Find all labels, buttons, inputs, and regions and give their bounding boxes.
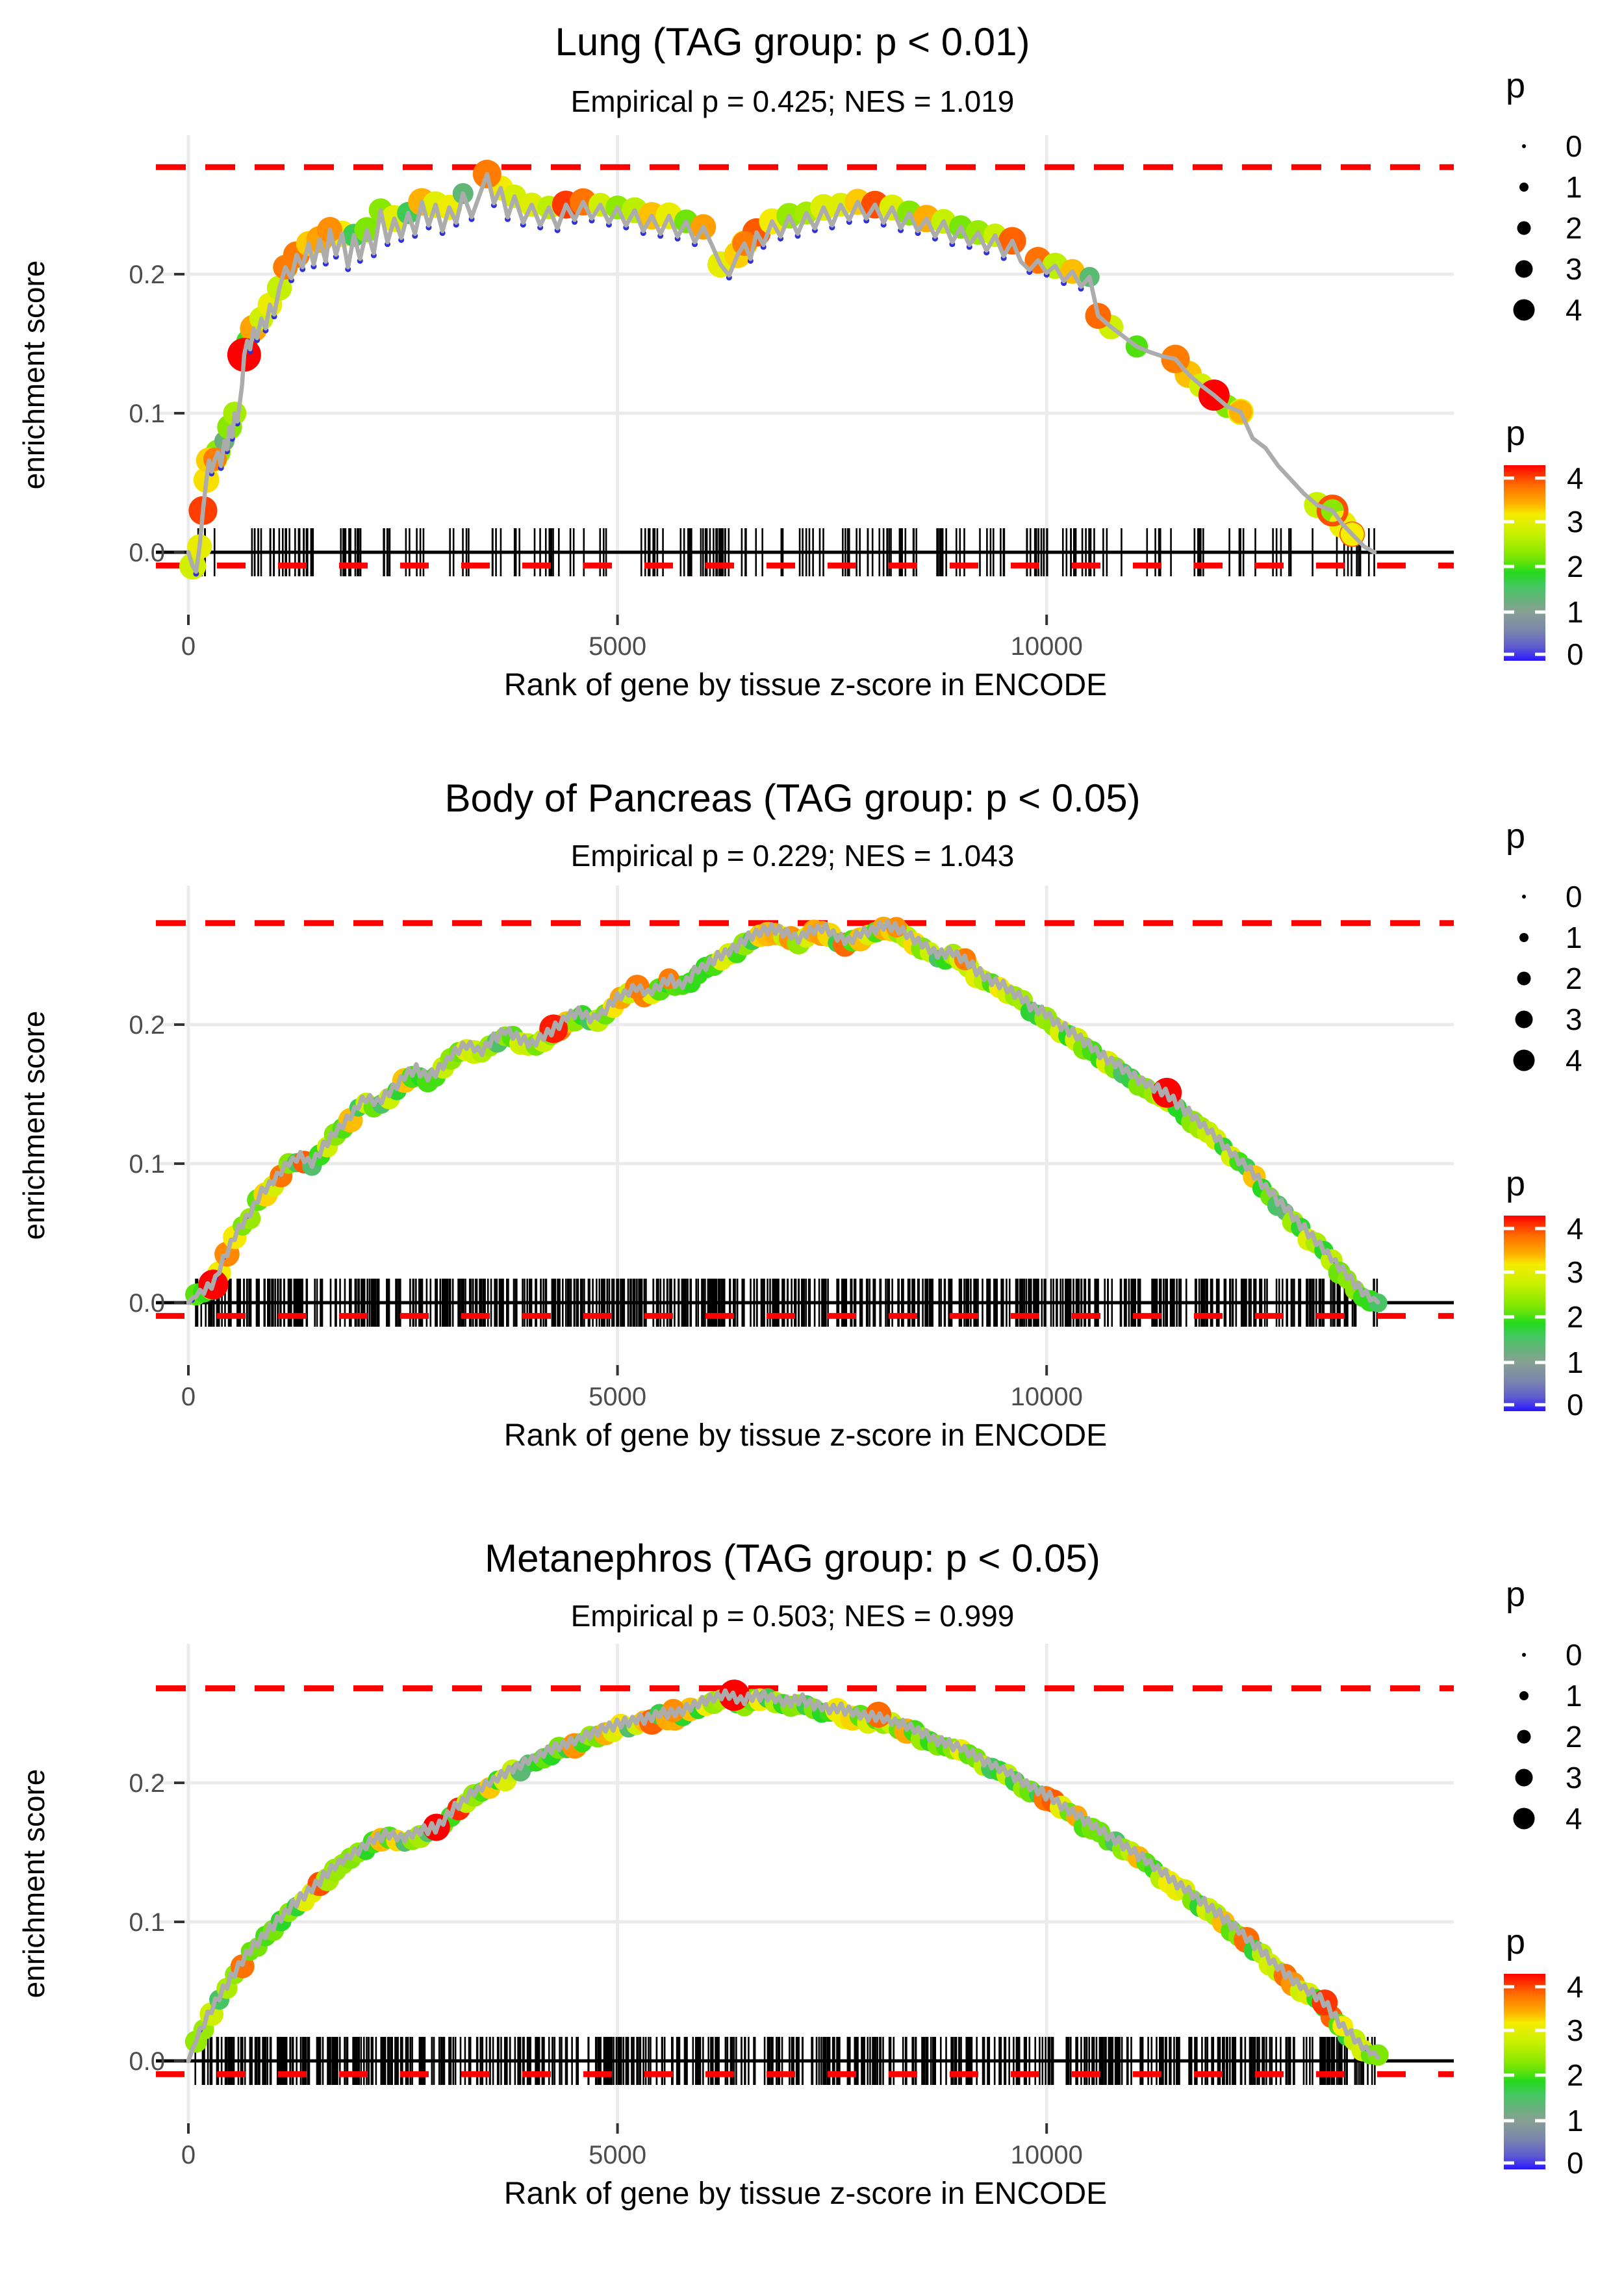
axes — [129, 1769, 1082, 2169]
size-legend-label: 4 — [1566, 293, 1582, 327]
panel-3-x-axis-label: Rank of gene by tissue z-score in ENCODE — [503, 2177, 1108, 2211]
panel-3-y-axis-label: enrichment score — [17, 1769, 51, 1999]
y-tick-label: 0.2 — [129, 1011, 165, 1040]
y-tick-label: 0.2 — [129, 261, 165, 289]
axes — [129, 1011, 1082, 1411]
size-legend — [1506, 817, 1582, 1077]
x-tick-label: 10000 — [1010, 632, 1083, 661]
x-tick-label: 10000 — [1010, 2141, 1083, 2169]
panel-3-title: Metanephros (TAG group: p < 0.05) — [485, 1537, 1100, 1580]
size-legend-label: 2 — [1566, 962, 1582, 995]
colorbar-legend-title: p — [1506, 1923, 1526, 1961]
panel-2-x-axis-label: Rank of gene by tissue z-score in ENCODE — [503, 1418, 1108, 1453]
size-legend-label: 0 — [1566, 1638, 1582, 1672]
size-legend-title: p — [1506, 66, 1526, 105]
panel-2-y-axis-label: enrichment score — [17, 1010, 51, 1240]
x-tick-label: 5000 — [589, 2141, 647, 2169]
gene-dots — [185, 1687, 1389, 2066]
gene-dots — [185, 917, 1388, 1312]
colorbar-tick-label: 4 — [1567, 1969, 1584, 2004]
colorbar-tick-label: 3 — [1567, 1255, 1584, 1289]
size-legend-label: 3 — [1566, 1761, 1582, 1795]
colorbar-gradient — [1504, 465, 1545, 661]
size-legend-label: 3 — [1566, 252, 1582, 286]
colorbar-legend — [1504, 1164, 1584, 1422]
x-tick-label: 0 — [181, 632, 196, 661]
colorbar-tick-label: 2 — [1567, 2058, 1584, 2092]
size-legend-label: 1 — [1566, 921, 1582, 954]
x-tick-label: 5000 — [589, 632, 647, 661]
panel-1 — [129, 66, 1583, 671]
panel-3 — [129, 1575, 1583, 2180]
size-legend-title: p — [1506, 1575, 1526, 1614]
y-tick-label: 0.0 — [129, 1289, 165, 1318]
x-tick-label: 10000 — [1010, 1383, 1083, 1411]
colorbar-gradient — [1504, 1974, 1545, 2169]
panel-3-subtitle: Empirical p = 0.503; NES = 0.999 — [570, 1599, 1015, 1633]
size-legend-label: 3 — [1566, 1003, 1582, 1036]
size-legend — [1506, 1575, 1582, 1835]
size-legend-label: 1 — [1566, 1679, 1582, 1713]
size-legend-label: 2 — [1566, 1720, 1582, 1754]
x-tick-label: 0 — [181, 1383, 196, 1411]
y-tick-label: 0.2 — [129, 1769, 165, 1798]
colorbar-tick-label: 4 — [1567, 461, 1584, 495]
colorbar-gradient — [1504, 1216, 1545, 1411]
colorbar-tick-label: 1 — [1567, 1346, 1584, 1380]
colorbar-tick-label: 1 — [1567, 595, 1584, 630]
x-tick-label: 5000 — [589, 1383, 647, 1411]
enrichment-curve — [188, 1691, 1378, 2061]
colorbar-tick-label: 0 — [1567, 637, 1584, 672]
x-tick-label: 0 — [181, 2141, 196, 2169]
y-tick-label: 0.1 — [129, 1150, 165, 1179]
colorbar-legend-title: p — [1506, 1164, 1526, 1203]
panel-1-y-axis-label: enrichment score — [17, 260, 51, 490]
colorbar-tick-label: 3 — [1567, 2013, 1584, 2047]
colorbar-tick-label: 0 — [1567, 1388, 1584, 1422]
size-legend-label: 0 — [1566, 129, 1582, 163]
panel-1-title: Lung (TAG group: p < 0.01) — [555, 20, 1030, 64]
y-tick-label: 0.0 — [129, 2047, 165, 2076]
size-legend-label: 2 — [1566, 211, 1582, 245]
y-tick-label: 0.1 — [129, 1908, 165, 1937]
y-tick-label: 0.1 — [129, 400, 165, 428]
size-legend-label: 4 — [1566, 1043, 1582, 1077]
colorbar-tick-label: 4 — [1567, 1211, 1584, 1246]
colorbar-legend — [1504, 414, 1584, 671]
size-legend-label: 4 — [1566, 1802, 1582, 1835]
size-legend-label: 1 — [1566, 170, 1582, 204]
colorbar-tick-label: 0 — [1567, 2146, 1584, 2180]
panel-1-x-axis-label: Rank of gene by tissue z-score in ENCODE — [503, 668, 1108, 702]
colorbar-tick-label: 2 — [1567, 1299, 1584, 1334]
colorbar-legend-title: p — [1506, 414, 1526, 453]
y-tick-label: 0.0 — [129, 539, 165, 567]
panel-2 — [129, 817, 1583, 1422]
colorbar-tick-label: 2 — [1567, 549, 1584, 583]
colorbar-tick-label: 1 — [1567, 2104, 1584, 2138]
panel-2-subtitle: Empirical p = 0.229; NES = 1.043 — [570, 839, 1015, 873]
size-legend-title: p — [1506, 817, 1526, 856]
size-legend — [1506, 66, 1582, 327]
panel-1-subtitle: Empirical p = 0.425; NES = 1.019 — [570, 84, 1015, 118]
colorbar-tick-label: 3 — [1567, 504, 1584, 539]
size-legend-label: 0 — [1566, 880, 1582, 913]
zero-p-dots — [197, 1690, 1369, 2051]
colorbar-legend — [1504, 1923, 1584, 2180]
panel-2-title: Body of Pancreas (TAG group: p < 0.05) — [444, 776, 1141, 820]
